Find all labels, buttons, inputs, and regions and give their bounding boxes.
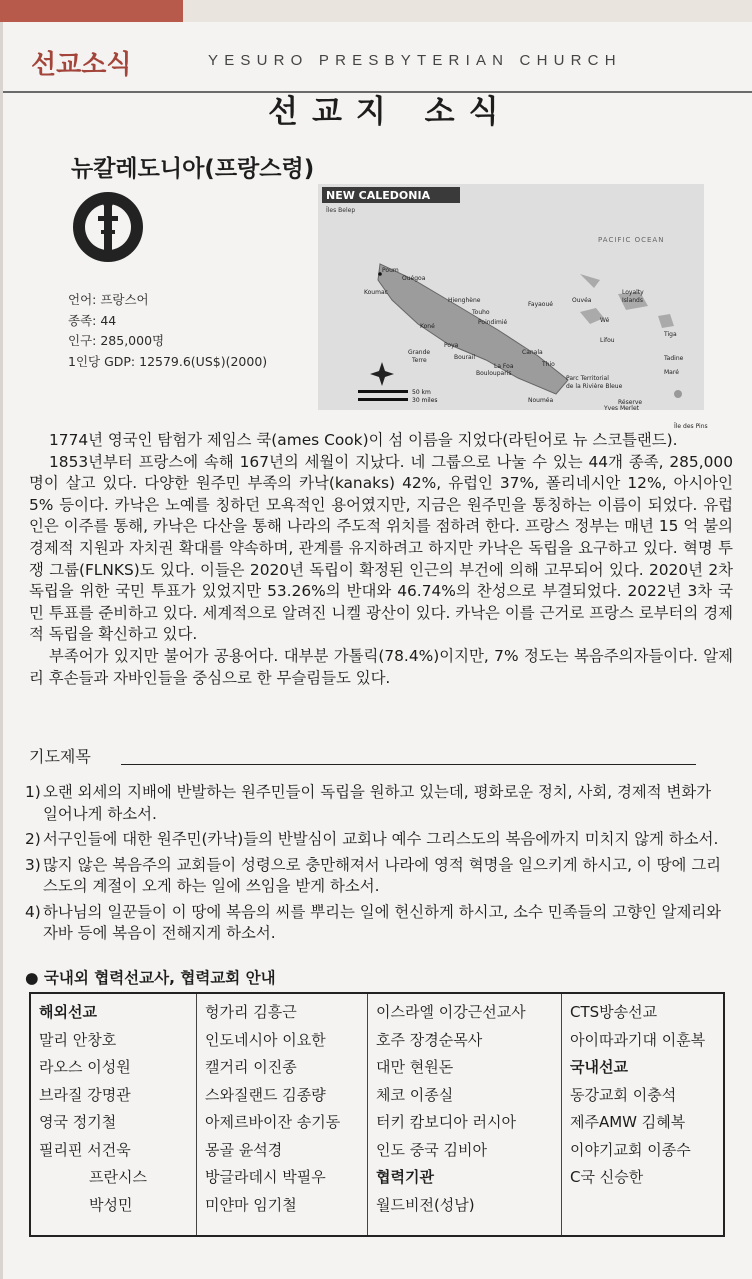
tribes-fact: 종족: 44	[68, 312, 117, 328]
partner-entry: CTS방송선교	[570, 1003, 658, 1021]
section-label: 선교소식	[31, 50, 132, 80]
column-heading: 협력기관	[376, 1168, 434, 1186]
partner-entry: 라오스 이성원	[39, 1058, 131, 1076]
article-paragraph: 부족어가 있지만 불어가 공용어다. 대부분 가톨릭(78.4%)이지만, 7% 정도는 복음주의자들이다. 알제리 후손들과 자바인들을 중심으로 한 무슬림들도 있다.	[29, 646, 733, 687]
svg-text:de la Rivière Bleue: de la Rivière Bleue	[566, 383, 623, 390]
partner-entry: 몽골 윤석경	[205, 1140, 283, 1159]
partner-entry: 아제르바이잔 송기동	[205, 1113, 341, 1131]
svg-text:Parc Territorial: Parc Territorial	[566, 375, 609, 382]
prayer-text: 오랜 외세의 지배에 반발하는 원주민들이 독립을 원하고 있는데, 평화로운 정치, 사회, 경제적 변화가 일어나게 하소서.	[43, 783, 712, 823]
partner-entry: 인도 중국 김비아	[376, 1140, 487, 1159]
column-heading: 해외선교	[39, 1003, 97, 1021]
svg-text:Lifou: Lifou	[600, 337, 615, 344]
svg-text:Bourail: Bourail	[454, 354, 476, 361]
svg-text:Grande: Grande	[408, 349, 431, 356]
prayer-item	[25, 855, 725, 898]
partner-entry: 인도네시아 이요한	[205, 1030, 326, 1049]
country-facts	[68, 290, 267, 372]
svg-text:Koumac: Koumac	[364, 289, 388, 296]
svg-text:Loyalty: Loyalty	[622, 289, 644, 296]
partner-entry: 체코 이종실	[376, 1085, 454, 1104]
partner-entry: 필리핀 서건욱	[39, 1140, 131, 1159]
svg-text:Wé: Wé	[600, 317, 610, 324]
page-title: 선교지 소식	[268, 94, 513, 130]
partner-entry: 말리 안창호	[39, 1030, 117, 1049]
partner-entry: 프란시스	[89, 1168, 147, 1186]
svg-text:Fayaoué: Fayaoué	[528, 301, 553, 308]
prayer-number: 1)	[25, 783, 41, 801]
svg-text:Maré: Maré	[664, 369, 679, 376]
partners-table	[29, 992, 725, 1237]
prayer-number: 4)	[25, 902, 41, 921]
article-paragraph: 1853년부터 프랑스에 속해 167년의 세월이 지났다. 네 그룹으로 나눌 수 있는 44개 종족, 285,000명이 살고 있다. 다양한 원주민 부족의 카낙(kanaks) 42%, 유럽인 37%, 폴리네시안 12%, 아시아인 5% 등이다. 카낙은 노예를 칭하던 모욕적인 용어였지만, 지금은 원주민을 통칭하는 이름이 되었다. 유럽인은 이주를 통해, 카낙은 다산을 통해 나라의 주도적 위치를 점하려 한다. 프랑스 정부는 매년 15 억 불의 경제적 지원과 자치권 확대를 약속하며, 관계를 유지하려고 하지만 카낙은 독립을 요구하고 있다. 혁명 투쟁 그룹(FLNKS)도 있다. 이들은 2020년 독립이 확정된 인근의 부건에 의해 고무되어 있다. 2020년 2차 독립을 위한 국민 투표가 있었지만 53.26%의 반대와 46.74%의 찬성으로 부결되었다. 2022년 3차 국민 투표를 준비하고 있다. 세계적으로 알려진 니켈 광산이 있다. 카낙은 이를 근거로 프랑스 로부터의 경제적 독립을 확신하고 있다.	[29, 452, 733, 644]
emblem-icon	[71, 190, 145, 264]
partner-entry: 방글라데시 박필우	[205, 1168, 326, 1186]
partners-column-overseas	[31, 994, 197, 1235]
map-new-caledonia	[318, 184, 708, 430]
partner-entry: 이야기교회 이종수	[570, 1140, 691, 1159]
partner-entry: 스와질랜드 김종량	[205, 1085, 326, 1104]
prayer-list	[25, 782, 725, 949]
partner-entry: 동강교회 이충석	[570, 1085, 677, 1104]
partner-entry: 캘거리 이진종	[205, 1058, 297, 1076]
article-paragraph: 1774년 영국인 탐험가 제임스 쿡(ames Cook)이 섬 이름을 지었다(라틴어로 뉴 스코틀랜드).	[49, 431, 678, 449]
svg-text:Koné: Koné	[420, 323, 435, 330]
svg-text:Poindimié: Poindimié	[478, 319, 508, 326]
prayer-text: 하나님의 일꾼들이 이 땅에 복음의 씨를 뿌리는 일에 헌신하게 하시고, 소수 민족들의 고향인 알제리와 자바 등에 복음이 전해지게 하소서.	[43, 902, 722, 942]
prayer-text: 많지 않은 복음주의 교회들이 성령으로 충만해져서 나라에 영적 혁명을 일으키게 하시고, 이 땅에 그리스도의 계절이 오게 하는 일에 쓰임을 받게 하소서.	[43, 855, 722, 895]
page	[3, 22, 752, 1279]
partners-heading: ● 국내외 협력선교사, 협력교회 안내	[25, 969, 276, 987]
svg-text:Tiga: Tiga	[664, 331, 677, 338]
svg-text:Yves Merlet: Yves Merlet	[604, 405, 639, 412]
prayer-number: 3)	[25, 855, 41, 874]
svg-text:Ouvéa: Ouvéa	[572, 297, 592, 304]
partner-entry: 브라질 강명관	[39, 1085, 131, 1104]
prayer-item	[25, 902, 725, 945]
prayer-item	[25, 782, 725, 825]
svg-text:La Foa: La Foa	[494, 363, 514, 370]
svg-text:Hienghène: Hienghène	[448, 297, 481, 304]
svg-text:Poum: Poum	[382, 267, 399, 274]
svg-text:Réserve: Réserve	[618, 399, 643, 406]
svg-text:Ouégoa: Ouégoa	[402, 275, 426, 282]
svg-text:Canala: Canala	[522, 349, 543, 356]
map-title: NEW CALEDONIA	[326, 189, 431, 202]
svg-text:Boulouparis: Boulouparis	[476, 370, 512, 377]
prayer-item	[25, 829, 725, 851]
prayer-number: 2)	[25, 830, 41, 848]
prayer-heading: 기도제목	[29, 747, 91, 766]
church-name: YESURO PRESBYTERIAN CHURCH	[208, 52, 622, 69]
map-subtitle: Îles Belep	[326, 207, 356, 214]
svg-text:Tadine: Tadine	[664, 355, 684, 362]
svg-text:Islands: Islands	[622, 297, 643, 304]
scale-miles: 30 miles	[412, 397, 438, 404]
partner-entry: 미얀마 임기철	[205, 1195, 297, 1214]
partners-column-2	[197, 994, 368, 1235]
column-heading: 국내선교	[570, 1058, 628, 1076]
svg-text:Terre: Terre	[412, 357, 427, 364]
svg-text:Poya: Poya	[444, 342, 459, 349]
partner-entry: 터키 캄보디아 러시아	[376, 1113, 516, 1131]
article-body	[29, 430, 733, 689]
prayer-heading-rule	[121, 764, 696, 765]
gdp-fact: 1인당 GDP: 12579.6(US$)(2000)	[68, 353, 268, 369]
partner-entry: 박성민	[89, 1195, 133, 1214]
partner-entry: 월드비전(성남)	[376, 1195, 475, 1214]
partner-entry: 호주 장경순목사	[376, 1030, 483, 1049]
svg-text:Nouméa: Nouméa	[528, 397, 554, 404]
partner-entry: 대만 현원돈	[376, 1058, 454, 1076]
partner-entry: 제주AMW 김혜복	[570, 1113, 686, 1131]
partners-column-4	[562, 994, 723, 1235]
population-fact: 인구: 285,000명	[68, 333, 165, 348]
scale-km: 50 km	[412, 389, 431, 396]
partner-entry: 영국 정기철	[39, 1113, 117, 1131]
partner-entry: 이스라엘 이강근선교사	[376, 1003, 526, 1021]
partner-entry: 헝가리 김흥근	[205, 1003, 297, 1021]
country-name: 뉴칼레도니아(프랑스령)	[71, 156, 315, 182]
map-ocean: PACIFIC OCEAN	[598, 236, 665, 244]
partners-column-3	[368, 994, 562, 1235]
partner-entry: 아이따과기대 이훈복	[570, 1030, 706, 1049]
prayer-text: 서구인들에 대한 원주민(카낙)들의 반발심이 교회나 예수 그리스도의 복음에까지 미치지 않게 하소서.	[43, 830, 719, 848]
svg-text:Touho: Touho	[472, 309, 490, 316]
cover-edge	[0, 0, 183, 22]
svg-text:Thio: Thio	[542, 361, 555, 368]
language-fact: 언어: 프랑스어	[68, 292, 149, 307]
svg-text:Île des Pins: Île des Pins	[674, 423, 708, 430]
partner-entry: C국 신승한	[570, 1168, 644, 1186]
